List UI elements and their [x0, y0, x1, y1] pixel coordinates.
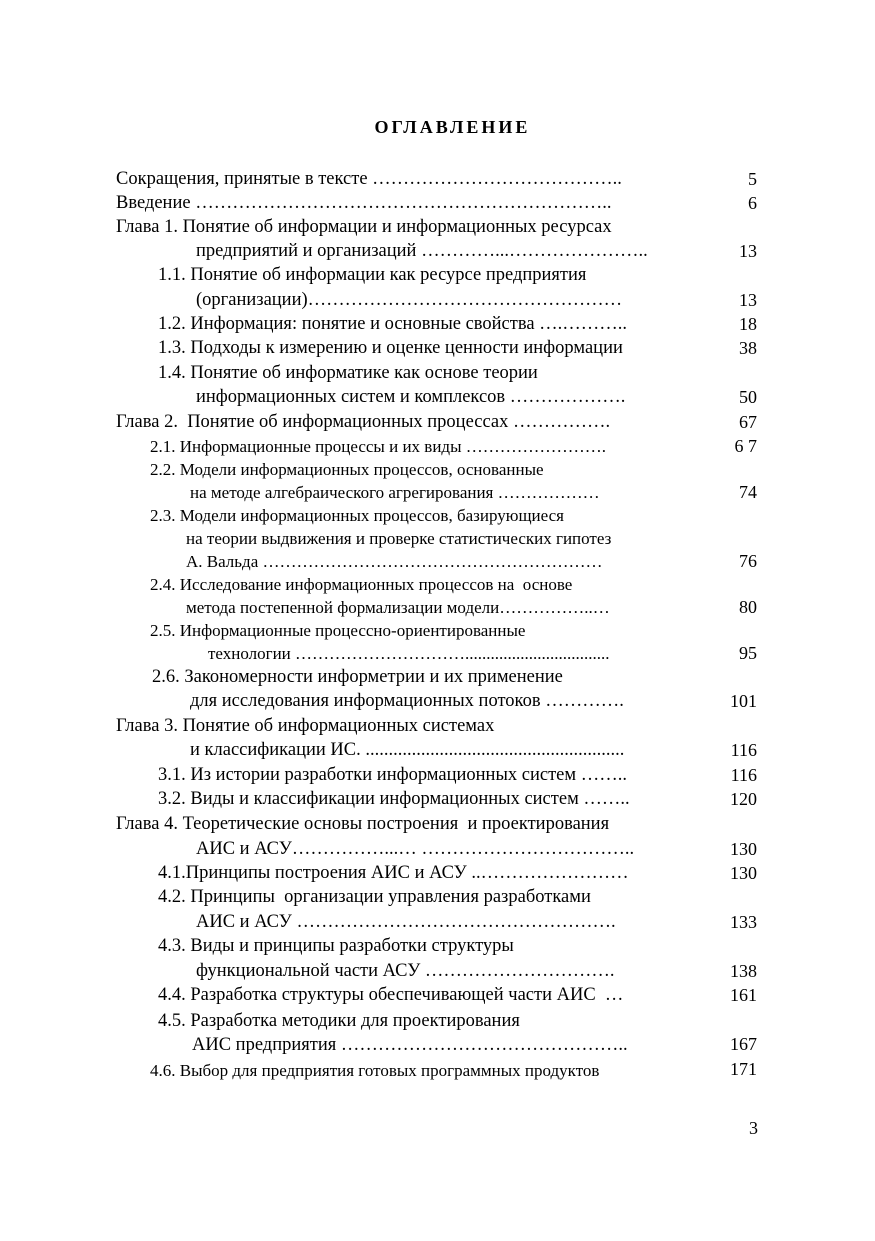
- toc-entry-text[interactable]: функциональной части АСУ ………………………….: [196, 961, 615, 981]
- toc-entry-text[interactable]: предприятий и организаций …………...…………………..: [196, 241, 648, 261]
- toc-page-number: 130: [730, 839, 757, 859]
- toc-entry-text[interactable]: А. Вальда ……………………………………………………: [186, 552, 603, 571]
- toc-page-number: 161: [730, 985, 757, 1005]
- toc-entry-text[interactable]: 1.4. Понятие об информатике как основе теории: [158, 363, 538, 383]
- toc-entry-text[interactable]: и классификации ИС. ........................................................: [190, 740, 625, 760]
- toc-entry-text[interactable]: АИС и АСУ……………...… ……………………………..: [196, 839, 635, 859]
- toc-page-number: 116: [730, 765, 757, 785]
- toc-entry-text[interactable]: для исследования информационных потоков ………….: [190, 691, 624, 711]
- toc-entry-text[interactable]: 3.2. Виды и классификации информационных систем ……..: [158, 789, 630, 809]
- page-title: ОГЛАВЛЕНИЕ: [374, 117, 531, 137]
- toc-entry-text[interactable]: 4.5. Разработка методики для проектирования: [158, 1011, 520, 1031]
- toc-page-number: 5: [748, 169, 757, 189]
- page-number: 3: [749, 1118, 758, 1138]
- toc-entry-text[interactable]: 1.2. Информация: понятие и основные свойства ….………..: [158, 314, 628, 334]
- toc-entry-text[interactable]: 2.4. Исследование информационных процессов на основе: [150, 575, 573, 594]
- toc-entry-text[interactable]: Сокращения, принятые в тексте …………………………………..: [116, 169, 622, 189]
- toc-entry-text[interactable]: информационных систем и комплексов ……………….: [196, 387, 626, 407]
- toc-entry-text[interactable]: 3.1. Из истории разработки информационных систем ……..: [158, 765, 627, 785]
- toc-entry-text[interactable]: Введение …………………………………………………………..: [116, 193, 612, 213]
- toc-page-number: 116: [730, 740, 757, 760]
- toc-page-number: 13: [739, 241, 757, 261]
- toc-page-number: 130: [730, 863, 757, 883]
- toc-entry-text[interactable]: на методе алгебраического агрегирования ………………: [190, 483, 600, 502]
- toc-entry-text[interactable]: на теории выдвижения и проверке статистических гипотез: [186, 529, 612, 548]
- toc-entry-text[interactable]: 4.2. Принципы организации управления разработками: [158, 887, 591, 907]
- toc-entry-text[interactable]: 2.1. Информационные процессы и их виды …………………….: [150, 437, 606, 456]
- toc-entry-text[interactable]: АИС и АСУ …………………………………………….: [196, 912, 616, 932]
- toc-page-number: 67: [739, 412, 757, 432]
- toc-page-number: 133: [730, 912, 757, 932]
- toc-entry-text[interactable]: 2.6. Закономерности информетрии и их применение: [152, 667, 563, 687]
- toc-page-number: 38: [739, 338, 757, 358]
- toc-page-number: 13: [739, 290, 757, 310]
- toc-page-number: 6: [748, 193, 757, 213]
- toc-entry-text[interactable]: Глава 4. Теоретические основы построения и проектирования: [116, 814, 610, 834]
- toc-entry-text[interactable]: 1.1. Понятие об информации как ресурсе предприятия: [158, 265, 587, 285]
- toc-entry-text[interactable]: 2.2. Модели информационных процессов, основанные: [150, 460, 544, 479]
- toc-page-number: 6 7: [734, 436, 757, 456]
- toc-entry-text[interactable]: Глава 2. Понятие об информационных процессах …………….: [116, 412, 611, 432]
- toc-entry-text[interactable]: Глава 1. Понятие об информации и информационных ресурсах: [116, 217, 612, 237]
- toc-page-number: 138: [730, 961, 757, 981]
- toc-page-number: 76: [739, 551, 757, 571]
- toc-page-number: 171: [730, 1059, 757, 1079]
- toc-page-number: 101: [730, 691, 757, 711]
- toc-page-number: 50: [739, 387, 757, 407]
- toc-entry-text[interactable]: 1.3. Подходы к измерению и оценке ценности информации: [158, 338, 623, 358]
- toc-page-number: 120: [730, 789, 757, 809]
- toc-entry-text[interactable]: 4.4. Разработка структуры обеспечивающей части АИС …: [158, 985, 624, 1005]
- toc-page-number: 74: [739, 482, 757, 502]
- toc-entry-text[interactable]: технологии …………………………..................................: [208, 644, 610, 663]
- toc-page-number: 80: [739, 597, 757, 617]
- toc-page-number: 95: [739, 643, 757, 663]
- toc-entry-text[interactable]: АИС предприятия ………………………………………..: [192, 1035, 628, 1055]
- toc-entry-text[interactable]: 4.3. Виды и принципы разработки структуры: [158, 936, 514, 956]
- toc-page-number: 167: [730, 1034, 757, 1054]
- toc-entry-text[interactable]: Глава 3. Понятие об информационных системах: [116, 716, 495, 736]
- toc-entry-text[interactable]: 2.5. Информационные процессно-ориентированные: [150, 621, 526, 640]
- toc-entry-text[interactable]: 4.6. Выбор для предприятия готовых программных продуктов: [150, 1061, 600, 1080]
- toc-entry-text[interactable]: 2.3. Модели информационных процессов, базирующиеся: [150, 506, 564, 525]
- toc-entry-text[interactable]: (организации)……………………………………………: [196, 290, 623, 310]
- toc-entry-text[interactable]: метода постепенной формализации модели……………..…: [186, 598, 610, 617]
- toc-page-number: 18: [739, 314, 757, 334]
- toc-entry-text[interactable]: 4.1.Принципы построения АИС и АСУ ..……………………: [158, 863, 629, 883]
